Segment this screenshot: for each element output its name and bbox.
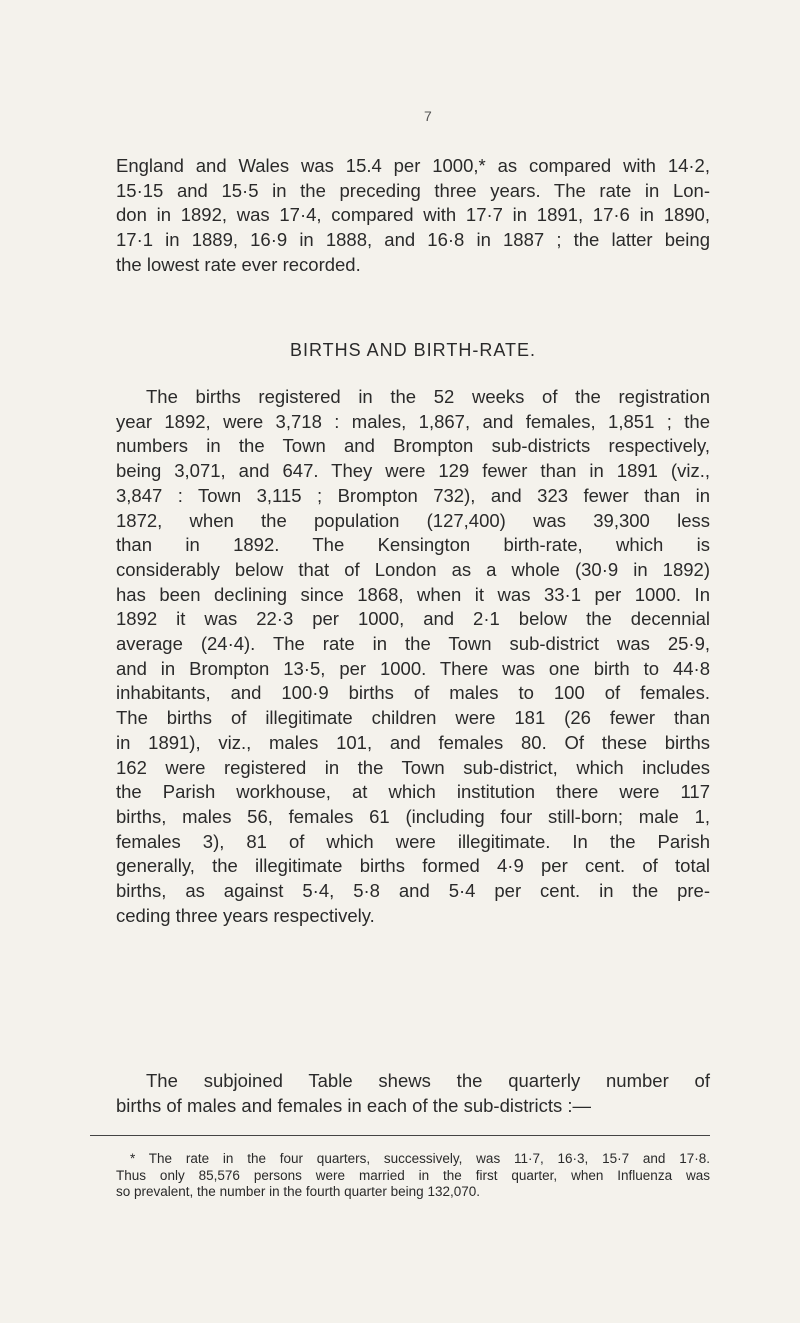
text-line: births of males and females in each of the sub-districts :— (116, 1094, 592, 1116)
text-line: The births of illegitimate children were 181 (26 fewer than (116, 707, 710, 729)
footnote-line: Thus only 85,576 persons were married in the first quarter, when Influenza was (116, 1167, 710, 1183)
text-line: 1872, when the population (127,400) was 39,300 less (116, 509, 710, 531)
page-number: 7 (424, 108, 432, 124)
paragraph-table-intro (116, 1069, 710, 1118)
text-line: the Parish workhouse, at which institution there were 117 (116, 781, 710, 803)
text-line: considerably below that of London as a whole (30·9 in 1892) (116, 558, 710, 580)
text-line: ceding three years respectively. (116, 904, 375, 926)
footnote-divider (90, 1135, 710, 1136)
text-line: numbers in the Town and Brompton sub-districts respectively, (116, 435, 710, 457)
text-line: generally, the illegitimate births formed 4·9 per cent. of total (116, 855, 710, 877)
footnote (116, 1151, 710, 1201)
text-line: 15·15 and 15·5 in the preceding three years. The rate in Lon- (116, 179, 710, 201)
paragraph-death-rate (116, 154, 710, 278)
text-line: the lowest rate ever recorded. (116, 253, 361, 275)
paragraph-births (116, 385, 710, 928)
text-line: in 1891), viz., males 101, and females 80. Of these births (116, 731, 710, 753)
text-line: 3,847 : Town 3,115 ; Brompton 732), and 323 fewer than in (116, 484, 710, 506)
text-line: 1892 it was 22·3 per 1000, and 2·1 below the decennial (116, 608, 710, 630)
text-line: England and Wales was 15.4 per 1000,* as compared with 14·2, (116, 155, 710, 176)
text-line: The births registered in the 52 weeks of the registration (146, 386, 710, 407)
footnote-line: so prevalent, the number in the fourth quarter being 132,070. (116, 1184, 480, 1200)
text-line: and in Brompton 13·5, per 1000. There was one birth to 44·8 (116, 657, 710, 679)
footnote-line: * The rate in the four quarters, successively, was 11·7, 16·3, 15·7 and 17·8. (130, 1151, 710, 1166)
text-line: The subjoined Table shews the quarterly number of (146, 1070, 710, 1091)
text-line: births, males 56, females 61 (including four still-born; male 1, (116, 805, 710, 827)
text-line: 17·1 in 1889, 16·9 in 1888, and 16·8 in 1887 ; the latter being (116, 229, 710, 251)
text-line: inhabitants, and 100·9 births of males to 100 of females. (116, 682, 710, 704)
text-line: year 1892, were 3,718 : males, 1,867, and females, 1,851 ; the (116, 410, 710, 432)
text-line: has been declining since 1868, when it was 33·1 per 1000. In (116, 583, 710, 605)
text-line: don in 1892, was 17·4, compared with 17·7 in 1891, 17·6 in 1890, (116, 204, 710, 226)
text-line: females 3), 81 of which were illegitimate. In the Parish (116, 830, 710, 852)
text-line: 162 were registered in the Town sub-district, which includes (116, 756, 710, 778)
text-line: average (24·4). The rate in the Town sub-district was 25·9, (116, 633, 710, 655)
text-line: being 3,071, and 647. They were 129 fewer than in 1891 (viz., (116, 460, 710, 482)
text-line: births, as against 5·4, 5·8 and 5·4 per cent. in the pre- (116, 880, 710, 902)
section-heading: BIRTHS AND BIRTH-RATE. (289, 340, 537, 360)
text-line: than in 1892. The Kensington birth-rate, which is (116, 534, 710, 556)
